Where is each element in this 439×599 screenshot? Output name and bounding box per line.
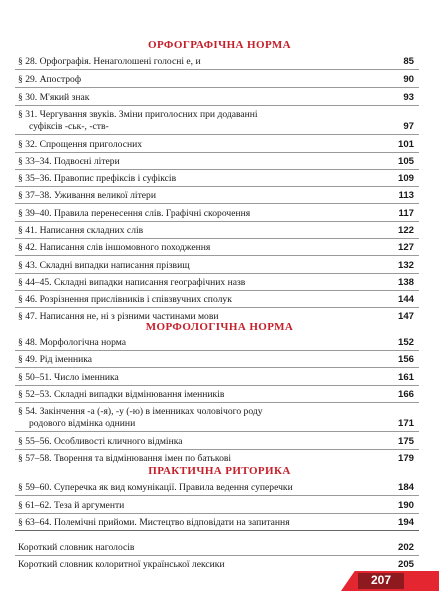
divider bbox=[15, 402, 419, 403]
toc-entry-page: 122 bbox=[397, 225, 414, 236]
toc-entry-title: § 30. М'який знак bbox=[18, 92, 90, 103]
section-title-morphology: МОРФОЛОГІЧНА НОРМА bbox=[145, 321, 294, 333]
divider bbox=[15, 221, 419, 222]
toc-entry[interactable] bbox=[15, 172, 419, 186]
toc-entry[interactable] bbox=[15, 91, 419, 105]
toc-entry-page: 175 bbox=[397, 436, 414, 447]
toc-entry-page: 90 bbox=[403, 74, 414, 85]
toc-entry[interactable] bbox=[15, 241, 419, 255]
divider bbox=[15, 238, 419, 239]
divider bbox=[15, 152, 419, 153]
toc-entry-page: 184 bbox=[397, 482, 414, 493]
toc-entry-page: 156 bbox=[397, 354, 414, 365]
divider bbox=[15, 367, 419, 368]
toc-entry-title: § 28. Орфографія. Ненаголошені голосні е, и bbox=[18, 56, 201, 67]
section-title-rhetoric: ПРАКТИЧНА РИТОРИКА bbox=[148, 465, 291, 477]
divider bbox=[15, 105, 419, 106]
toc-entry[interactable] bbox=[15, 499, 419, 513]
divider bbox=[15, 169, 419, 170]
toc-entry-page: 109 bbox=[397, 173, 414, 184]
toc-entry-page: 127 bbox=[397, 242, 414, 253]
toc-entry[interactable] bbox=[15, 55, 419, 69]
toc-entry-title-continued: родового відмінка однини bbox=[29, 418, 136, 429]
divider bbox=[15, 431, 419, 432]
toc-entry[interactable] bbox=[15, 481, 419, 495]
toc-entry-title: § 31. Чергування звуків. Зміни приголосних при додаванні bbox=[18, 109, 258, 120]
toc-entry-title: § 44–45. Складні випадки написання географічних назв bbox=[18, 277, 246, 288]
divider bbox=[15, 203, 419, 204]
toc-entry[interactable] bbox=[15, 452, 419, 466]
toc-entry[interactable] bbox=[15, 276, 419, 290]
toc-entry-page: 194 bbox=[397, 517, 414, 528]
toc-entry-title: § 52–53. Складні випадки відмінювання іменників bbox=[18, 389, 225, 400]
toc-entry-page: 138 bbox=[397, 277, 414, 288]
toc-entry-page: 147 bbox=[397, 311, 414, 322]
toc-entry[interactable] bbox=[15, 371, 419, 385]
toc-entry-page: 105 bbox=[397, 156, 414, 167]
divider bbox=[15, 555, 419, 556]
toc-entry[interactable] bbox=[15, 541, 419, 555]
toc-entry-title: § 48. Морфологічна норма bbox=[18, 337, 127, 348]
toc-entry-page: 152 bbox=[397, 337, 414, 348]
toc-entry[interactable] bbox=[15, 259, 419, 273]
divider bbox=[15, 186, 419, 187]
divider bbox=[15, 87, 419, 88]
toc-entry-page: 113 bbox=[398, 190, 414, 201]
toc-entry[interactable] bbox=[15, 293, 419, 307]
toc-entry-title: Короткий словник колоритної української лексики bbox=[18, 559, 225, 570]
divider bbox=[15, 385, 419, 386]
toc-entry-title: § 29. Апостроф bbox=[18, 74, 82, 85]
toc-entry-page: 171 bbox=[397, 418, 414, 429]
toc-entry[interactable] bbox=[15, 108, 419, 133]
toc-entry[interactable] bbox=[15, 73, 419, 87]
toc-entry-title: § 33–34. Подвоєні літери bbox=[18, 156, 120, 167]
divider bbox=[15, 350, 419, 351]
toc-entry-title: § 35–36. Правопис префіксів і суфіксів bbox=[18, 173, 177, 184]
divider bbox=[15, 307, 419, 308]
toc-entry-title: § 32. Спрощення приголосних bbox=[18, 139, 143, 150]
toc-entry-page: 179 bbox=[397, 453, 414, 464]
divider bbox=[15, 273, 419, 274]
divider bbox=[15, 449, 419, 450]
divider bbox=[15, 290, 419, 291]
toc-entry-page: 202 bbox=[397, 542, 414, 553]
toc-entry-title-continued: суфіксів -ськ-, -ств- bbox=[29, 121, 109, 132]
divider bbox=[15, 134, 419, 135]
toc-entry-title: § 59–60. Суперечка як вид комунікації. Правила ведення суперечки bbox=[18, 482, 293, 493]
toc-entry-page: 101 bbox=[397, 139, 414, 150]
toc-entry-title: § 57–58. Творення та відмінювання імен по батькові bbox=[18, 453, 232, 464]
toc-entry-title: § 55–56. Особливості кличного відмінка bbox=[18, 436, 183, 447]
divider bbox=[15, 69, 419, 70]
toc-entry[interactable] bbox=[15, 224, 419, 238]
toc-entry-page: 93 bbox=[403, 92, 414, 103]
toc-entry-page: 132 bbox=[397, 260, 414, 271]
toc-entry-title: § 61–62. Теза й аргументи bbox=[18, 500, 125, 511]
toc-entry-page: 166 bbox=[397, 389, 414, 400]
toc-entry-title: § 37–38. Уживання великої літери bbox=[18, 190, 156, 201]
toc-entry[interactable] bbox=[15, 138, 419, 152]
toc-entry[interactable] bbox=[15, 388, 419, 402]
divider bbox=[15, 530, 419, 531]
toc-entry-title: § 46. Розрізнення прислівників і співзвучних сполук bbox=[18, 294, 232, 305]
toc-entry-title: § 43. Складні випадки написання прізвищ bbox=[18, 260, 190, 271]
divider bbox=[15, 255, 419, 256]
toc-entry-page: 205 bbox=[397, 559, 414, 570]
toc-entry[interactable] bbox=[15, 353, 419, 367]
toc-entry-page: 190 bbox=[397, 500, 414, 511]
toc-entry-page: 161 bbox=[397, 372, 414, 383]
page-number: 207 bbox=[370, 573, 392, 587]
divider bbox=[15, 513, 419, 514]
toc-entry-title: § 63–64. Полемічні прийоми. Мистецтво відповідати на запитання bbox=[18, 517, 290, 528]
toc-entry-title: § 42. Написання слів іншомовного походження bbox=[18, 242, 211, 253]
toc-entry-page: 85 bbox=[403, 56, 414, 67]
toc-entry[interactable] bbox=[15, 207, 419, 221]
toc-entry-title: § 49. Рід іменника bbox=[18, 354, 93, 365]
toc-entry-title: § 50–51. Число іменника bbox=[18, 372, 119, 383]
divider bbox=[15, 495, 419, 496]
toc-entry-title: § 47. Написання не, ні з різними частинами мови bbox=[18, 311, 219, 322]
toc-entry[interactable] bbox=[15, 336, 419, 350]
toc-entry-page: 144 bbox=[397, 294, 414, 305]
toc-entry-page: 117 bbox=[398, 208, 414, 219]
toc-entry[interactable] bbox=[15, 155, 419, 169]
toc-entry[interactable] bbox=[15, 405, 419, 430]
toc-entry-title: § 39–40. Правила перенесення слів. Графічні скорочення bbox=[18, 208, 251, 219]
toc-entry-title: § 41. Написання складних слів bbox=[18, 225, 144, 236]
toc-entry-title: § 54. Закінчення -а (-я), -у (-ю) в іменниках чоловічого роду bbox=[18, 406, 263, 417]
toc-entry[interactable] bbox=[15, 516, 419, 530]
toc-entry-title: Короткий словник наголосів bbox=[18, 542, 135, 553]
toc-entry-page: 97 bbox=[403, 121, 414, 132]
section-title-orthography: ОРФОГРАФІЧНА НОРМА bbox=[148, 39, 291, 51]
toc-entry[interactable] bbox=[15, 435, 419, 449]
toc-entry[interactable] bbox=[15, 189, 419, 203]
